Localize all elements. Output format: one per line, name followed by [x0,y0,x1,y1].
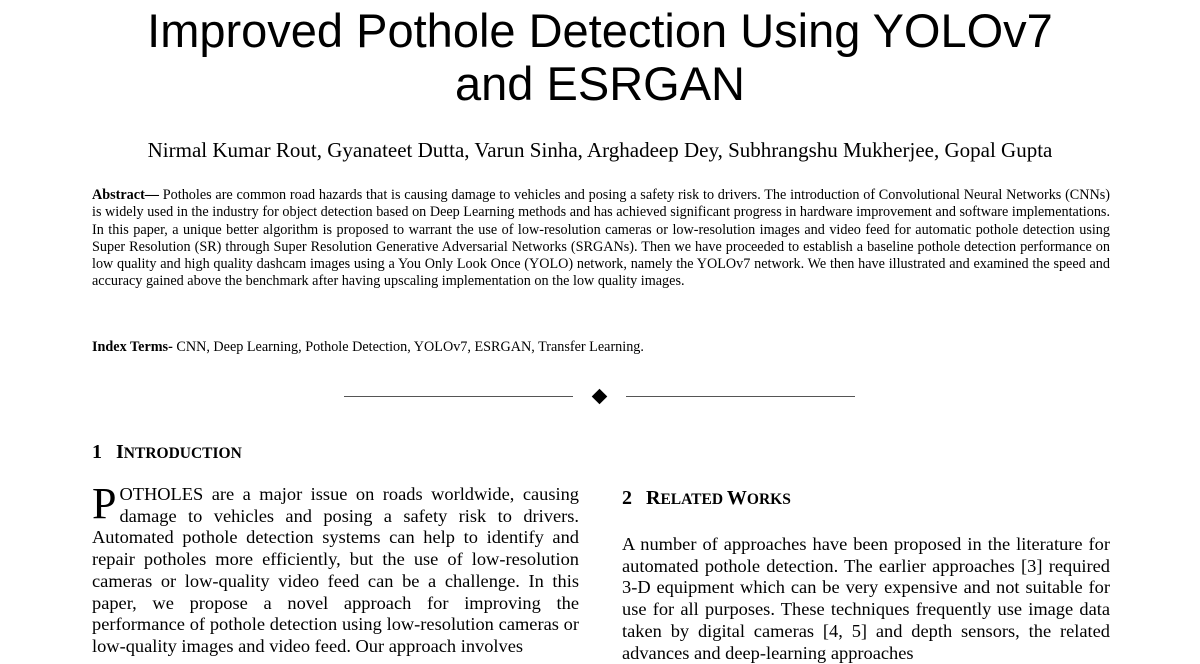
section-heading-introduction [92,440,242,466]
section-heading-related-works [622,486,791,512]
abstract-label: Abstract— [92,187,159,203]
index-terms [92,338,1110,356]
introduction-body [92,479,579,658]
drop-cap: P [92,479,117,528]
introduction-text: OTHOLES are a major issue on roads worldwide, causing damage to vehicles and posing a safety risk to drivers. Automated pothole detection systems can help to identify and repair potholes more efficiently, but the use of low-resolution cameras or low-quality video feed can be a challenge. In this paper, we propose a novel approach for improving the performance of pothole detection using low-resolution cameras or low-quality images and video feed. Our approach involves [92,484,579,656]
section-title-initial: R [646,487,661,509]
section-title-rest: NTRODUCTION [123,445,242,462]
section-title-rest: ELATED [660,491,727,508]
divider-line-right [626,396,855,397]
diamond-icon [592,389,608,405]
index-terms-text: CNN, Deep Learning, Pothole Detection, YOLOv7, ESRGAN, Transfer Learning. [176,339,644,355]
section-title-rest: ORKS [746,491,791,508]
author-list: Nirmal Kumar Rout, Gyanateet Dutta, Varun Sinha, Arghadeep Dey, Subhrangshu Mukherjee, Gopal Gupta [147,138,1053,162]
divider-line-left [344,396,573,397]
section-number: 1 [92,441,102,463]
section-divider [344,387,856,407]
related-works-body: A number of approaches have been proposed in the literature for automated pothole detection. The earlier approaches [3] required 3-D equipment which can be very expensive and not suitable for use for all purposes. These techniques frequently use image data taken by digital cameras [4, 5] and depth sensors, the related advances and deep-learning approaches [622,534,1110,663]
section-number: 2 [622,487,632,509]
abstract [92,187,1110,291]
section-title-initial: I [116,441,124,463]
paper-title-line-2: and ESRGAN [455,57,745,110]
paper-title [0,4,1200,110]
index-terms-label: Index Terms- [92,339,173,355]
paper-title-line-1: Improved Pothole Detection Using YOLOv7 [147,4,1053,57]
section-title-initial: W [726,487,747,509]
abstract-text: Potholes are common road hazards that is causing damage to vehicles and posing a safety risk to drivers. The introduction of Convolutional Neural Networks (CNNs) is widely used in the industry for object detection based on Deep Learning methods and has achieved significant progress in hardware improvement and software implementations. In this paper, a unique better algorithm is proposed to warrant the use of low-resolution cameras or low-resolution images and video feed for automatic pothole detection using Super Resolution (SR) through Super Resolution Generative Adversarial Networks (SRGANs). Then we have proceeded to establish a baseline pothole detection performance on low quality and high quality dashcam images using a You Only Look Once (YOLO) network, namely the YOLOv7 network. We then have illustrated and examined the speed and accuracy gained above the benchmark after having upscaling implementation on the low quality images. [92,187,1111,290]
